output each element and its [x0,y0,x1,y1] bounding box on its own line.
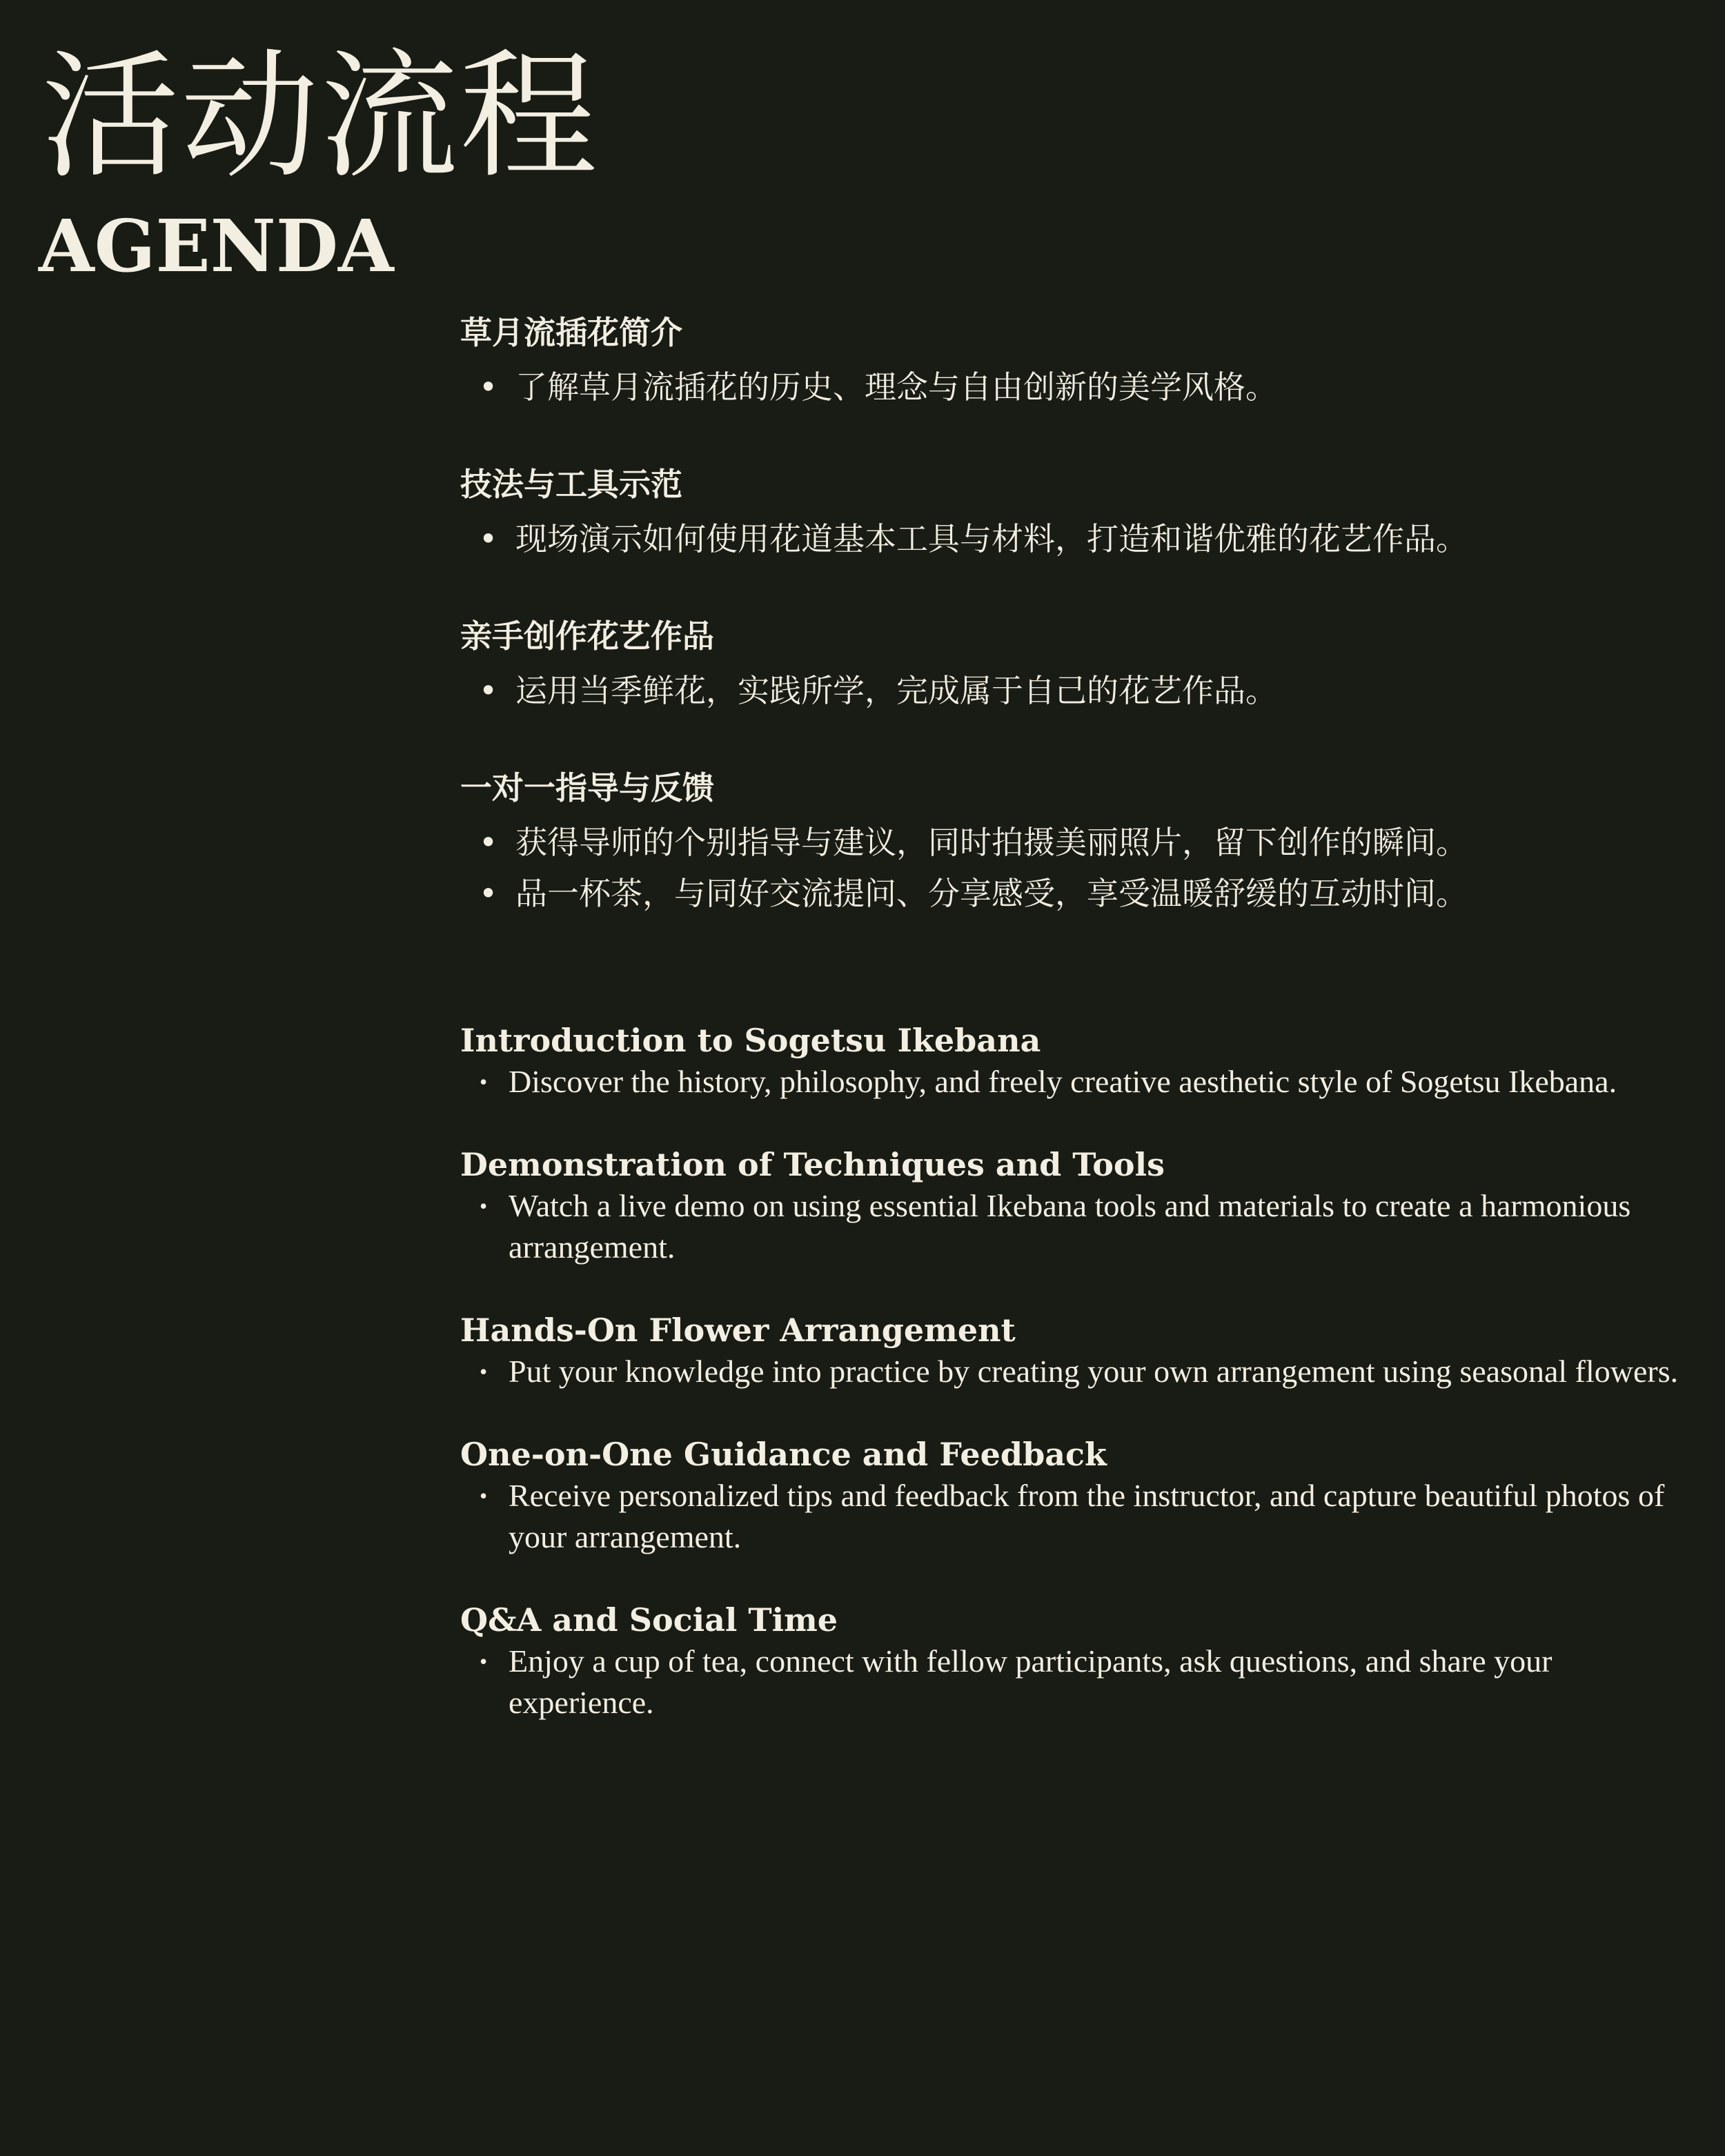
bullet-list [460,665,1688,716]
bullet-list [460,1475,1695,1558]
bullet-text: Enjoy a cup of tea, connect with fellow participants, ask questions, and share your experience. [509,1643,1552,1720]
agenda-section [460,464,1688,564]
bullet-list [460,513,1688,564]
section-heading: Demonstration of Techniques and Tools [460,1146,1165,1183]
bullet-text: 获得导师的个别指导与建议，同时拍摄美丽照片，留下创作的瞬间。 [515,824,1468,861]
agenda-section [460,1309,1695,1392]
bullet-text: 现场演示如何使用花道基本工具与材料，打造和谐优雅的花艺作品。 [515,520,1468,557]
page-title-english: AGENDA [39,204,394,288]
bullet-dot-icon: • [480,1649,488,1674]
bullet-item [460,665,1688,716]
bullet-item [460,817,1688,868]
bullet-text: 了解草月流插花的历史、理念与自由创新的美学风格。 [515,368,1277,406]
bullet-list [460,1351,1695,1392]
bullet-item [460,362,1688,413]
section-heading: 技法与工具示范 [460,466,682,503]
agenda-section [460,767,1688,919]
bullet-item [460,1185,1695,1268]
bullet-item [460,1641,1695,1723]
bullet-dot-icon: • [479,520,498,557]
section-heading: Hands-On Flower Arrangement [460,1312,1016,1349]
bullet-dot-icon: • [480,1194,488,1218]
bullet-dot-icon: • [480,1359,488,1384]
bullet-item [460,1475,1695,1558]
bullet-dot-icon: • [479,368,498,406]
bullet-dot-icon: • [479,875,498,912]
bullet-text: Put your knowledge into practice by creating your own arrangement using seasonal flowers. [509,1354,1679,1389]
section-heading: One-on-One Guidance and Feedback [460,1436,1107,1473]
bullet-text: 运用当季鲜花，实践所学，完成属于自己的花艺作品。 [515,672,1277,709]
bullet-dot-icon: • [480,1069,488,1094]
agenda-section [460,1144,1695,1268]
bullet-item [460,1351,1695,1392]
bullet-dot-icon: • [479,824,498,861]
bullet-list [460,1185,1695,1268]
agenda-section [460,1020,1695,1102]
bullet-dot-icon: • [480,1483,488,1508]
bullet-list [460,817,1688,919]
agenda-section [460,312,1688,413]
section-heading: 一对一指导与反馈 [460,769,714,807]
section-heading: 草月流插花简介 [460,314,682,351]
section-heading: Q&A and Social Time [460,1601,838,1639]
bullet-dot-icon: • [479,672,498,709]
section-heading: 亲手创作花艺作品 [460,617,714,655]
english-agenda-list [460,1020,1695,1765]
chinese-agenda-list [460,312,1688,970]
bullet-text: Discover the history, philosophy, and freely creative aesthetic style of Sogetsu Ikebana. [509,1064,1617,1099]
bullet-list [460,362,1688,413]
section-heading: Introduction to Sogetsu Ikebana [460,1022,1041,1059]
bullet-text: Watch a live demo on using essential Ikebana tools and materials to create a harmonious arrangement. [509,1188,1631,1265]
bullet-item [460,1061,1695,1102]
bullet-text: Receive personalized tips and feedback from the instructor, and capture beautiful photos of your arrangement. [509,1478,1665,1554]
agenda-section [460,1599,1695,1723]
bullet-list [460,1641,1695,1723]
bullet-item [460,868,1688,919]
agenda-section [460,615,1688,716]
page-title-chinese: 活动流程 [41,37,600,197]
agenda-section [460,1434,1695,1558]
bullet-text: 品一杯茶，与同好交流提问、分享感受，享受温暖舒缓的互动时间。 [515,875,1468,912]
bullet-list [460,1061,1695,1102]
bullet-item [460,513,1688,564]
